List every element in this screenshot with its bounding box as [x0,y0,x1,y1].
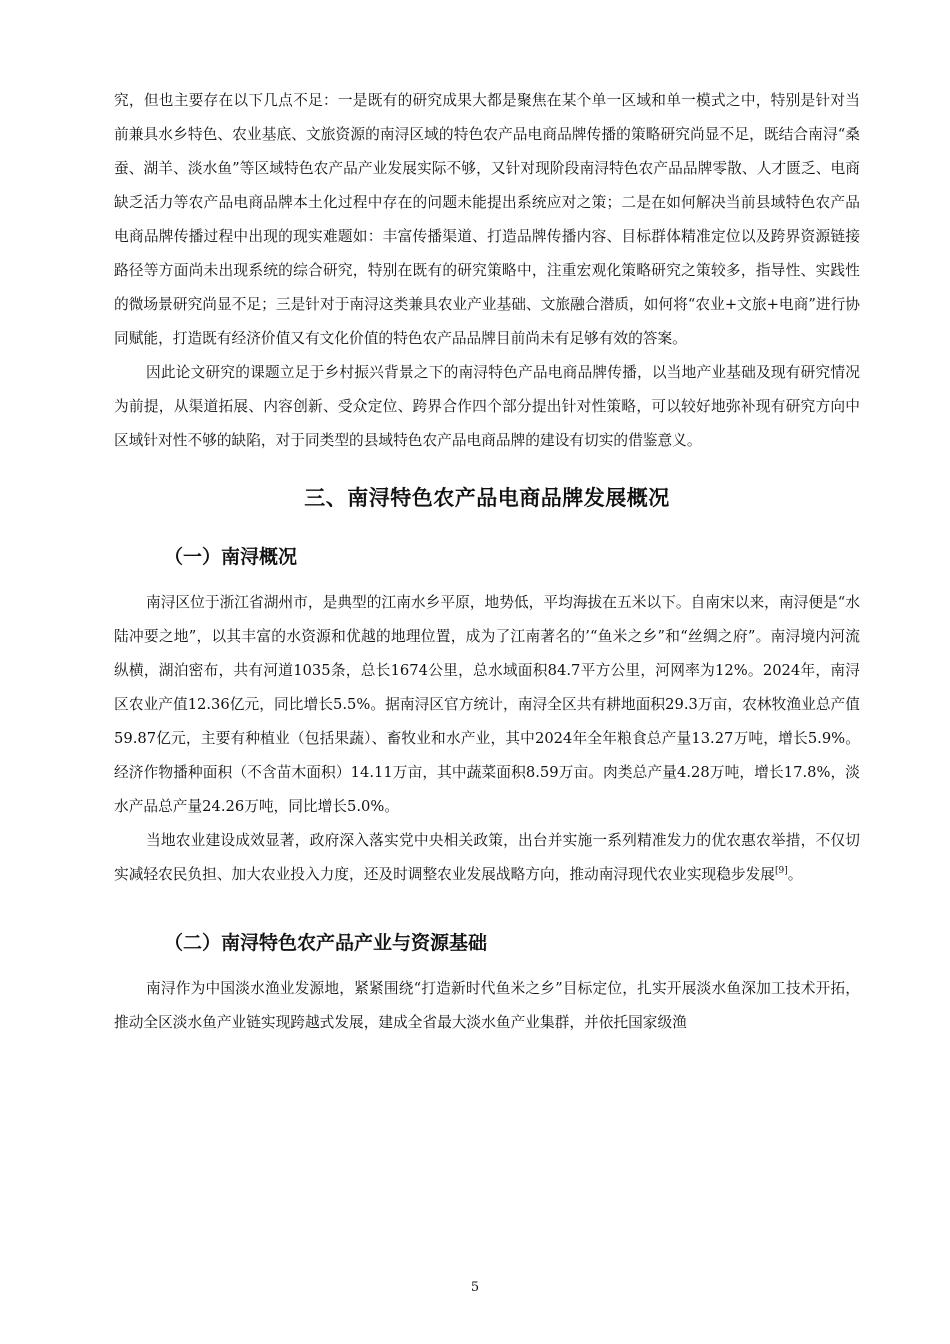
section-heading: 三、南浔特色农产品电商品牌发展概况 [304,486,670,510]
body-paragraph: 因此论文研究的课题立足于乡村振兴背景之下的南浔特色产品电商品牌传播，以当地产业基础及现有研究情况为前提，从渠道拓展、内容创新、受众定位、跨界合作四个部分提出针对性策略，可以较好地弥补现有研究方向中区域针对性不够的缺陷，对于同类型的县域特色农产品电商品牌的建设有切实的借鉴意义。 [114,364,860,449]
document-page [114,84,860,1040]
body-paragraph: 南浔作为中国淡水渔业发源地，紧紧围绕“打造新时代鱼米之乡”目标定位，扎实开展淡水鱼深加工技术开拓，推动全区淡水鱼产业链实现跨越式发展，建成全省最大淡水鱼产业集群，并依托国家级渔 [114,980,860,1031]
subsection-heading: （一）南浔概况 [164,546,298,568]
page-number: 5 [470,1280,480,1295]
citation-reference: [9] [774,866,788,877]
subsection-heading: （二）南浔特色农产品产业与资源基础 [164,932,488,954]
body-paragraph: 究，但也主要存在以下几点不足：一是既有的研究成果大都是聚焦在某个单一区域和单一模式之中，特别是针对当前兼具水乡特色、农业基底、文旅资源的南浔区域的特色农产品电商品牌传播的策略研究尚显不足，既结合南浔“桑蚕、湖羊、淡水鱼”等区域特色农产品产业发展实际不够，又针对现阶段南浔特色农产品品牌零散、人才匮乏、电商缺乏活力等农产品电商品牌本土化过程中存在的问题未能提出系统应对之策；二是在如何解决当前县域特色农产品电商品牌传播过程中出现的现实难题如：丰富传播渠道、打造品牌传播内容、目标群体精准定位以及跨界资源链接路径等方面尚未出现系统的综合研究，特别在既有的研究策略中，注重宏观化策略研究之策较多，指导性、实践性的微场景研究尚显不足；三是针对于南浔这类兼具农业产业基础、文旅融合潜质，如何将“农业+文旅+电商”进行协同赋能，打造既有经济价值又有文化价值的特色农产品品牌目前尚未有足够有效的答案。 [114,92,860,347]
paragraph-text: 当地农业建设成效显著，政府深入落实党中央相关政策，出台并实施一系列精准发力的优农惠农举措，不仅切实减轻农民负担、加大农业投入力度，还及时调整农业发展战略方向，推动南浔现代农业实现稳步发展 [114,832,860,883]
paragraph-end: 。 [787,866,803,883]
body-paragraph: 南浔区位于浙江省湖州市，是典型的江南水乡平原，地势低，平均海拔在五米以下。自南宋以来，南浔便是“水陆冲要之地”，以其丰富的水资源和优越的地理位置，成为了江南著名的’“鱼米之乡”和“丝绸之府”。南浔境内河流纵横，湖泊密布，共有河道1035条，总长1674公里，总水域面积84.7平方公里，河网率为12%。2024年，南浔区农业产值12.36亿元，同比增长5.5%。据南浔区官方统计，南浔全区共有耕地面积29.3万亩，农林牧渔业总产值59.87亿元，主要有种植业（包括果蔬）、畜牧业和水产业，其中2024年全年粮食总产量13.27万吨，增长5.9%。经济作物播种面积（不含苗木面积）14.11万亩，其中蔬菜面积8.59万亩。肉类总产量4.28万吨，增长17.8%，淡水产品总产量24.26万吨，同比增长5.0%。 [114,594,860,815]
body-paragraph [114,824,860,892]
